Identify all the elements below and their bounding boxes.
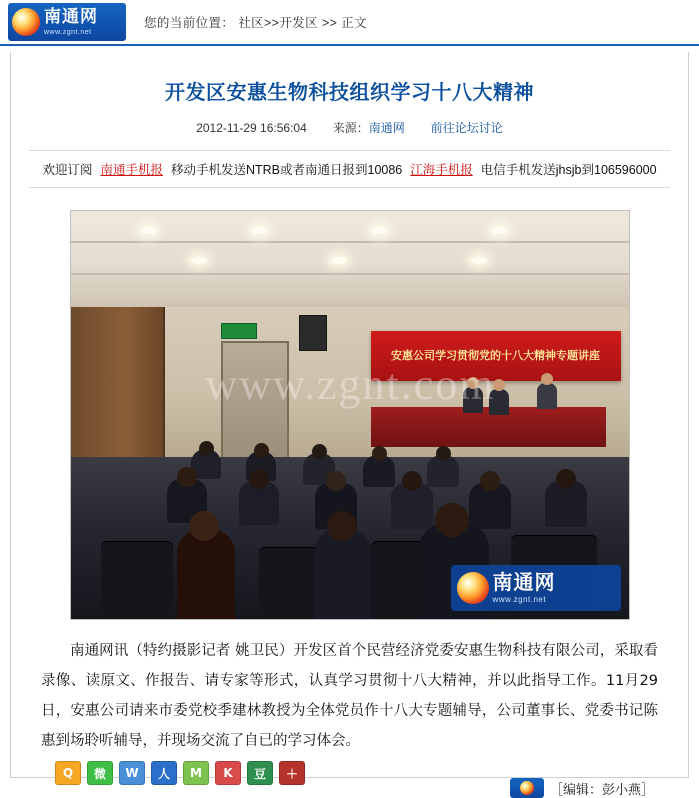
logo-swirl-icon: [12, 8, 40, 36]
photo-audience-head-13: [327, 511, 357, 541]
promo-jianghai-paper-link[interactable]: 江海手机报: [410, 163, 473, 177]
subscription-promo-bar: [29, 150, 670, 188]
share-qzone-icon[interactable]: Q: [55, 761, 81, 785]
photo-audience-head-9: [402, 471, 422, 491]
share-douban-icon[interactable]: 豆: [247, 761, 273, 785]
photo-chair-1: [101, 541, 173, 619]
site-header: [0, 0, 699, 46]
photo-watermark-text: www.zgnt.com: [205, 360, 496, 409]
photo-audience-12: [177, 529, 235, 620]
photo-audience-head-10: [480, 471, 500, 491]
photo-ceiling-line-2: [71, 273, 629, 275]
photo-audience-head-5: [436, 446, 451, 461]
photo-audience-head-12: [189, 511, 219, 541]
forum-discussion-link[interactable]: 前往论坛讨论: [430, 121, 503, 135]
share-more-icon[interactable]: ＋: [279, 761, 305, 785]
photo-speaker-box: [299, 315, 327, 351]
site-logo-text: 南通网: [44, 6, 98, 27]
site-logo[interactable]: [8, 3, 126, 41]
photo-audience-head-11: [556, 469, 576, 489]
photo-audience-head-4: [372, 446, 387, 461]
article-timestamp: 2012-11-29 16:56:04: [196, 120, 307, 135]
promo-prefix: 欢迎订阅: [42, 163, 93, 177]
photo-audience-head-3: [312, 444, 327, 459]
photo-ceiling-light-5: [191, 257, 207, 264]
photo-ceiling-light-4: [491, 227, 507, 234]
photo-speaker-head-2: [493, 379, 505, 391]
article-meta: [11, 119, 688, 150]
promo-mobile-paper-link[interactable]: 南通手机报: [100, 163, 163, 177]
photo-ceiling-light-3: [371, 227, 387, 234]
mini-logo-swirl-icon: [520, 781, 534, 795]
breadcrumb-item-article[interactable]: 正文: [341, 16, 368, 30]
photo-ceiling-line-1: [71, 241, 629, 243]
photo-exit-sign: [221, 323, 257, 339]
photo-audience-13: [315, 529, 371, 620]
breadcrumb-separator: >>: [321, 16, 338, 30]
article-photo: [70, 210, 630, 620]
photo-audience-head-8: [326, 471, 346, 491]
source-name: 南通网: [368, 121, 405, 135]
photo-audience-head-14: [435, 503, 469, 537]
photo-speaker-person-2: [489, 389, 509, 415]
photo-speaker-person-1: [463, 387, 483, 413]
photo-ceiling-light-2: [251, 227, 267, 234]
breadcrumb: [144, 13, 367, 31]
photo-wood-panel: [71, 307, 165, 457]
photo-ceiling-light-6: [331, 257, 347, 264]
page-title: 开发区安惠生物科技组织学习十八大精神: [165, 80, 534, 104]
breadcrumb-location-label: 您的当前位置：: [144, 16, 235, 30]
share-buttons: [55, 761, 305, 785]
photo-speaker-head-1: [467, 377, 479, 389]
breadcrumb-item-kaifaqu[interactable]: 社区>>开发区: [238, 16, 319, 30]
photo-ceiling: [71, 211, 629, 307]
photo-audience-head-6: [177, 467, 197, 487]
share-msn-icon[interactable]: M: [183, 761, 209, 785]
share-renren-icon[interactable]: 人: [151, 761, 177, 785]
promo-telecom-instructions: 电信手机发送jhsjb到106596000: [480, 163, 657, 177]
photo-audience-head-1: [199, 441, 214, 456]
site-logo-subtext: www.zgnt.net: [44, 28, 92, 36]
photo-door: [221, 341, 289, 461]
photo-speaker-person-3: [537, 383, 557, 409]
photo-banner-text: 安惠公司学习贯彻党的十八大精神专题讲座: [371, 331, 621, 381]
watermark-logo-subtext: www.zgnt.net: [492, 595, 547, 604]
photo-ceiling-light-7: [471, 257, 487, 264]
share-wechat-icon[interactable]: 微: [87, 761, 113, 785]
watermark-logo-swirl-icon: [457, 572, 489, 604]
source-label: 来源：: [332, 121, 369, 135]
photo-watermark-logo: [451, 565, 621, 611]
photo-ceiling-light-1: [141, 227, 157, 234]
photo-audience-head-2: [254, 443, 269, 458]
watermark-logo-text: 南通网: [492, 570, 556, 594]
editor-name: ［编辑：彭小燕］: [549, 781, 654, 797]
photo-speaker-head-3: [541, 373, 553, 385]
article-body: 南通网讯（特约摄影记者 姚卫民）开发区首个民营经济党委安惠生物科技有限公司，采取看录像、读原文、作报告、请专家等形式，认真学习贯彻十八大精神，并以此指导工作。11月29日，安惠公司请来市委党校季建林教授为全体党员作十八大专题辅导，公司董事长、党委书记陈惠到场聆听辅导，并现场交流了自已的学习体会。: [41, 643, 658, 749]
share-kaixin-icon[interactable]: K: [215, 761, 241, 785]
promo-mobile-instructions: 移动手机发送NTRB或者南通日报到10086: [170, 163, 403, 177]
editor-mini-logo-icon: [510, 778, 544, 798]
article-frame: [10, 52, 689, 797]
photo-audience-head-7: [249, 469, 269, 489]
share-weibo-icon[interactable]: W: [119, 761, 145, 785]
